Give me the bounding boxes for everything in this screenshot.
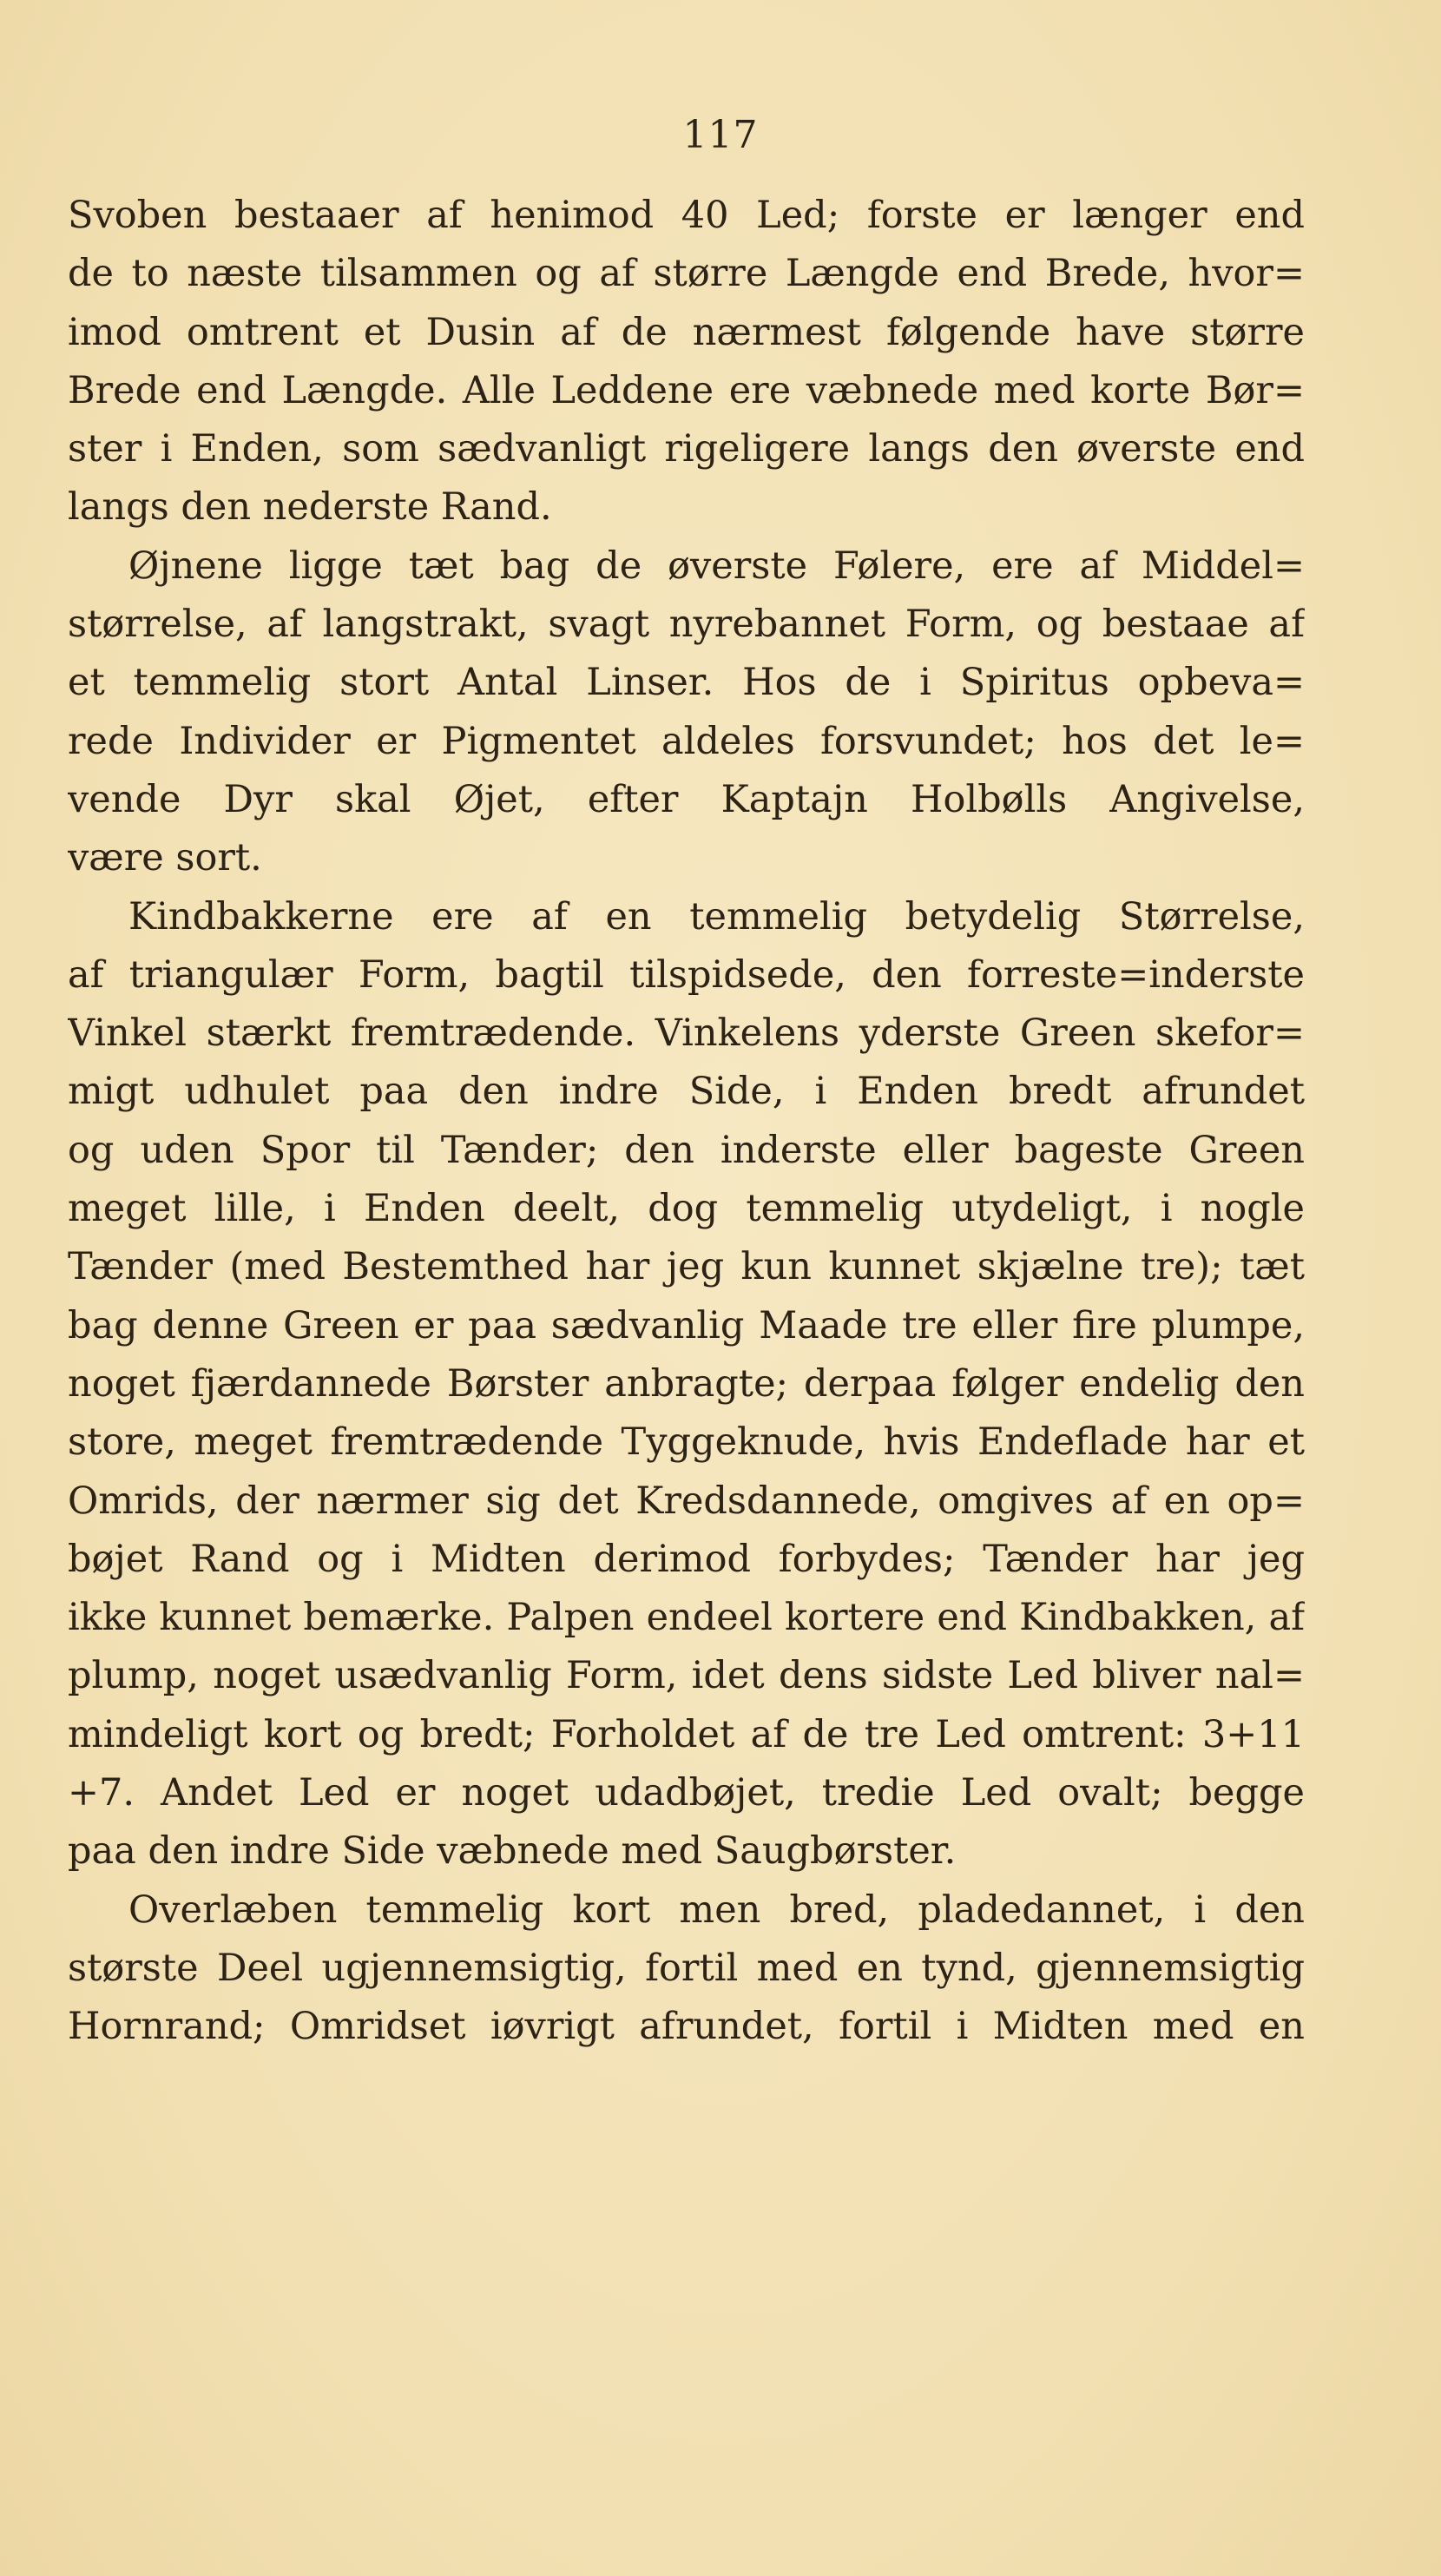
text-line: ikke kunnet bemærke. Palpen endeel kortere end Kindbakken, af — [68, 1596, 1305, 1640]
text-line: Tænder (med Bestemthed har jeg kun kunnet skjælne tre); tæt — [68, 1245, 1305, 1289]
text-line: paa den indre Side væbnede med Saugbørster. — [68, 1829, 957, 1874]
text-line: langs den nederste Rand. — [68, 485, 552, 530]
text-line: plump, noget usædvanlig Form, idet dens sidste Led bliver nal= — [68, 1654, 1305, 1698]
text-line: mindeligt kort og bredt; Forholdet af de tre Led omtrent: 3+11 — [68, 1712, 1305, 1756]
text-line: og uden Spor til Tænder; den inderste eller bageste Green — [68, 1128, 1305, 1172]
text-line: ster i Enden, som sædvanligt rigeligere langs den øverste end — [68, 427, 1305, 471]
text-line: +7. Andet Led er noget udadbøjet, tredie Led ovalt; begge — [68, 1771, 1305, 1815]
text-line: bøjet Rand og i Midten derimod forbydes; Tænder har jeg — [68, 1537, 1305, 1581]
body-text — [68, 187, 1305, 2057]
text-line: af triangulær Form, bagtil tilspidsede, den forreste=inderste — [68, 952, 1305, 997]
text-line: være sort. — [68, 836, 262, 880]
text-line: de to næste tilsammen og af større Længde end Brede, hvor= — [68, 252, 1305, 296]
text-line: noget fjærdannede Børster anbragte; derpaa følger endelig den — [68, 1361, 1305, 1406]
page-number: 117 — [682, 113, 759, 157]
text-line: Brede end Længde. Alle Leddene ere væbnede med korte Bør= — [68, 368, 1305, 412]
text-line: imod omtrent et Dusin af de nærmest følgende have større — [68, 310, 1305, 354]
text-line: Overlæben temmelig kort men bred, pladedannet, i den — [128, 1888, 1305, 1932]
text-line: meget lille, i Enden deelt, dog temmelig utydeligt, i nogle — [68, 1187, 1305, 1231]
text-line: Kindbakkerne ere af en temmelig betydelig Størrelse, — [128, 894, 1305, 939]
text-line: bag denne Green er paa sædvanlig Maade tre eller fire plumpe, — [68, 1303, 1305, 1347]
text-line: et temmelig stort Antal Linser. Hos de i Spiritus opbeva= — [68, 661, 1305, 705]
text-line: Svoben bestaaer af henimod 40 Led; forste er længer end — [68, 194, 1305, 237]
text-line: Hornrand; Omridset iøvrigt afrundet, fortil i Midten med en — [68, 2005, 1305, 2049]
text-line: migt udhulet paa den indre Side, i Enden bredt afrundet — [68, 1070, 1305, 1114]
text-line: Øjnene ligge tæt bag de øverste Følere, ere af Middel= — [128, 544, 1305, 588]
text-line: store, meget fremtrædende Tyggeknude, hvis Endeflade har et — [68, 1420, 1305, 1465]
text-line: vende Dyr skal Øjet, efter Kaptajn Holbølls Angivelse, — [68, 777, 1305, 821]
text-line: rede Individer er Pigmentet aldeles forsvundet; hos det le= — [68, 719, 1305, 763]
text-line: Omrids, der nærmer sig det Kredsdannede, omgives af en op= — [68, 1479, 1305, 1523]
text-line: størrelse, af langstrakt, svagt nyrebannet Form, og bestaae af — [68, 603, 1305, 647]
text-line: Vinkel stærkt fremtrædende. Vinkelens yderste Green skefor= — [68, 1011, 1305, 1056]
text-line: største Deel ugjennemsigtig, fortil med en tynd, gjennemsigtig — [68, 1946, 1305, 1990]
